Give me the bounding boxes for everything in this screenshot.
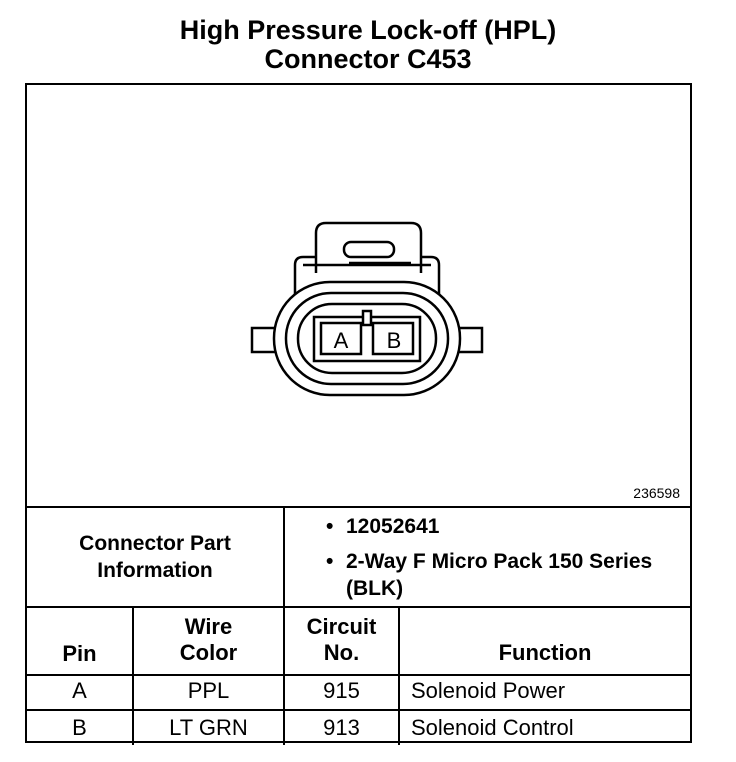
latch-slot	[344, 242, 394, 257]
header-pin: Pin	[62, 641, 97, 666]
divider-diagram	[27, 506, 690, 508]
part-info-label: Connector Part Information	[79, 532, 231, 582]
title-line-1: High Pressure Lock-off (HPL)	[179, 15, 557, 45]
connector-frame	[25, 83, 692, 743]
divider-col-circuit	[398, 606, 400, 745]
divider-header	[27, 674, 690, 676]
pin-label-a: A	[333, 328, 349, 353]
header-wire-color: Wire Color	[179, 614, 238, 665]
connector-drawing	[27, 85, 690, 508]
header-function: Function	[498, 640, 592, 665]
row-a-pin: A	[72, 678, 87, 703]
pin-label-b: B	[386, 328, 402, 353]
right-tab	[458, 328, 482, 352]
divider-row-a	[27, 709, 690, 711]
row-b-pin: B	[72, 715, 87, 740]
row-a-function: Solenoid Power	[411, 678, 566, 703]
row-b-function: Solenoid Control	[411, 715, 574, 740]
part-info-list	[324, 513, 684, 610]
row-a-wire-color: PPL	[187, 678, 230, 703]
part-number: • 12052641	[324, 513, 684, 540]
title-line-2: Connector C453	[264, 44, 472, 74]
polarizing-key	[363, 311, 371, 325]
diagram-title	[0, 16, 736, 74]
row-b-circuit: 913	[323, 715, 360, 740]
figure-number: 236598	[633, 485, 680, 501]
connector-description: • 2-Way F Micro Pack 150 Series (BLK)	[324, 548, 684, 602]
row-b-wire-color: LT GRN	[169, 715, 248, 740]
header-circuit: Circuit No.	[306, 614, 377, 665]
row-a-circuit: 915	[323, 678, 360, 703]
